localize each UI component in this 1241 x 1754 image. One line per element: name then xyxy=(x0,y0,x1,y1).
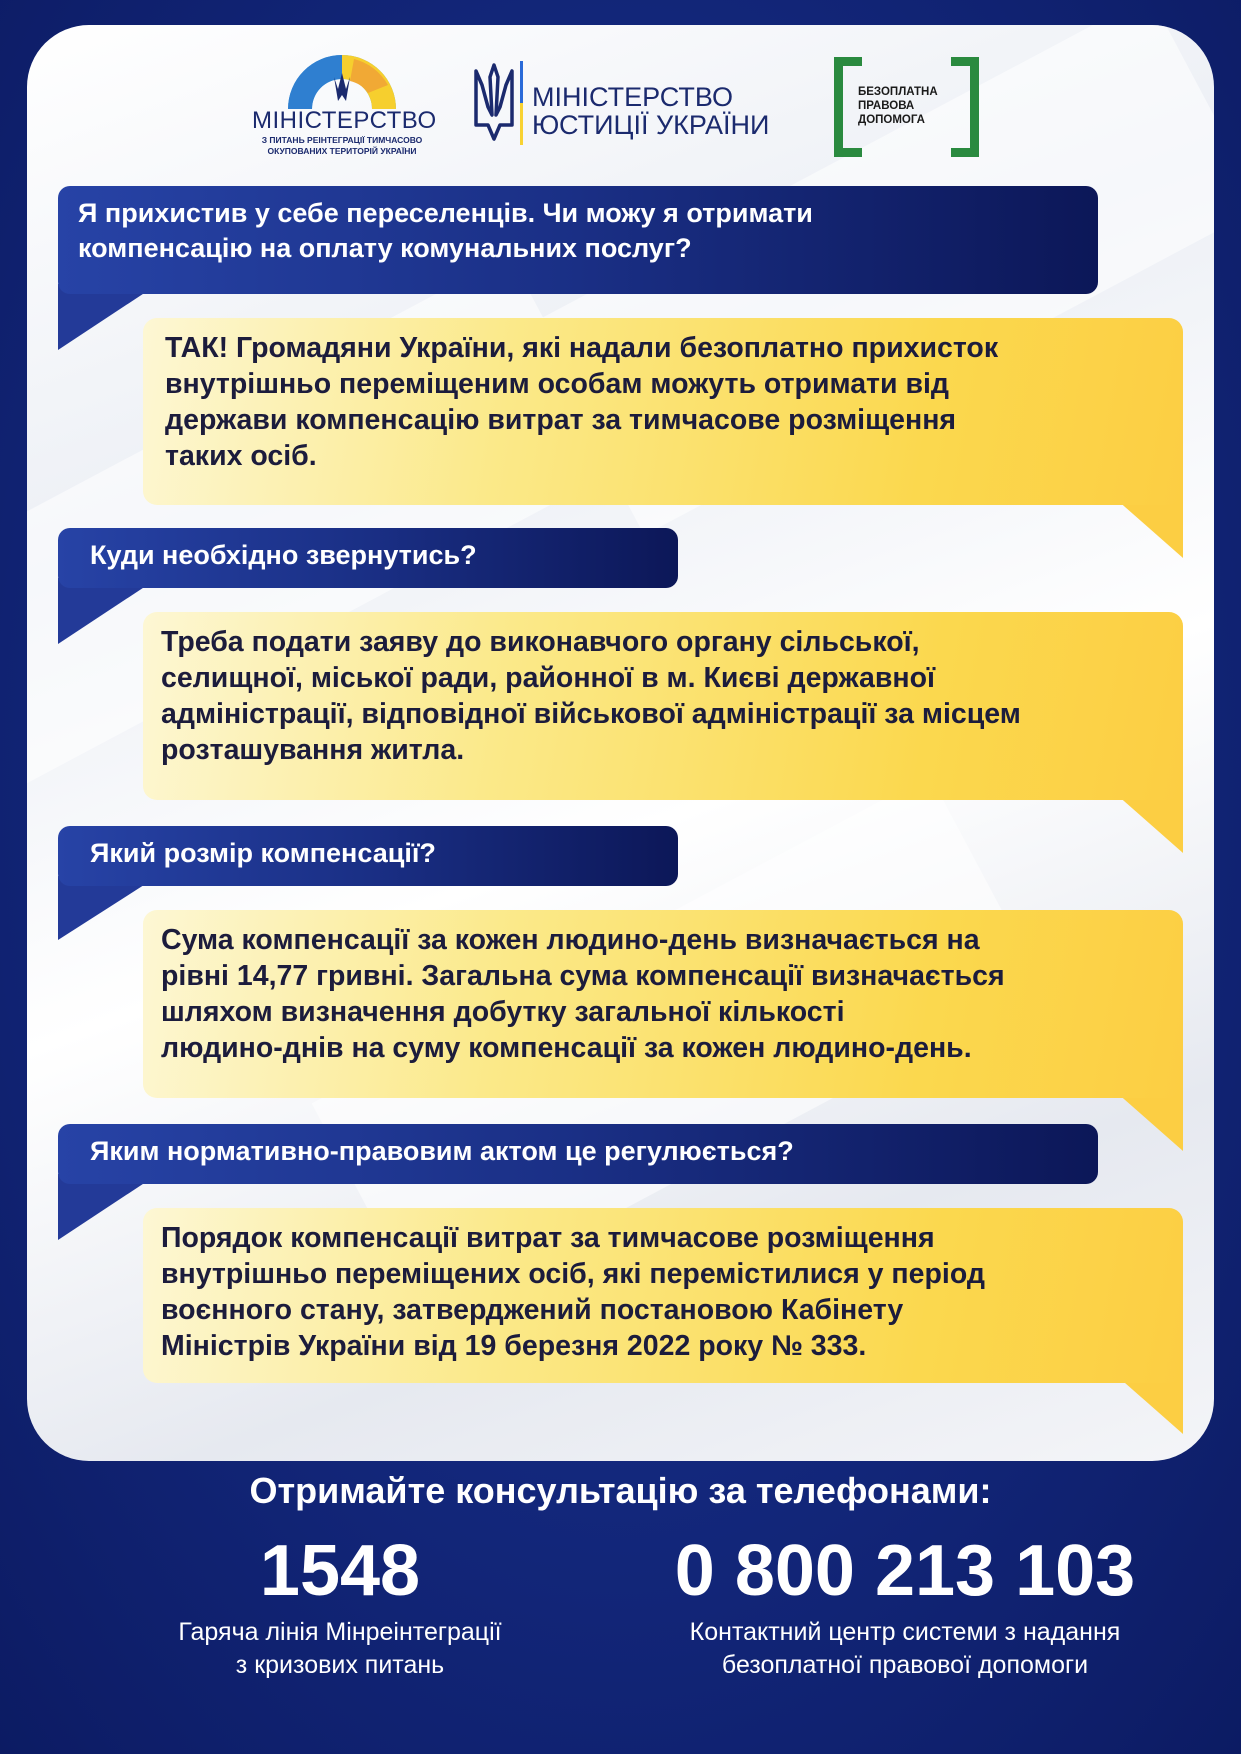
footer-title: Отримайте консультацію за телефонами: xyxy=(249,1470,992,1511)
ministry-justice-name: МІНІСТЕРСТВО ЮСТИЦІЇ УКРАЇНИ xyxy=(532,82,770,140)
phone-number-legal-aid[interactable]: 0 800 213 103 xyxy=(674,1531,1136,1611)
logos-row xyxy=(27,25,1214,165)
arch-emblem-icon xyxy=(284,55,400,109)
question-bubble-4: Яким нормативно-правовим актом це регулюється? xyxy=(58,1124,1098,1184)
trident-icon xyxy=(474,63,514,143)
answer-bubble-4: Порядок компенсації витрат за тимчасове розміщення внутрішньо переміщених осіб, які перемістилися у період воєнного стану, затверджений постановою Кабінету Міністрів України від 19 березня 2022 року № 333. xyxy=(143,1208,1183,1383)
bracket-right-icon xyxy=(951,57,979,157)
ministry-reintegration-name: МІНІСТЕРСТВО xyxy=(252,107,437,134)
question-bubble-3: Який розмір компенсації? xyxy=(58,826,678,886)
legal-aid-name: БЕЗОПЛАТНА ПРАВОВА ДОПОМОГА xyxy=(858,86,938,126)
answer-bubble-1: ТАК! Громадяни України, які надали безоплатно прихисток внутрішньо переміщеним особам можуть отримати від держави компенсацію витрат за тимчасове розміщення таких осіб. xyxy=(143,318,1183,505)
phone-number-hotline[interactable]: 1548 xyxy=(259,1531,421,1611)
legal-aid-logo xyxy=(834,57,979,157)
answer-bubble-2: Треба подати заяву до виконавчого органу сільської, селищної, міської ради, районної в м. Києві державної адміністрації, відповідної військової адміністрації за місцем розташування житла. xyxy=(143,612,1183,800)
question-bubble-2: Куди необхідно звернутись? xyxy=(58,528,678,588)
ministry-reintegration-logo xyxy=(252,55,437,175)
question-bubble-1: Я прихистив у себе переселенців. Чи можу я отримати компенсацію на оплату комунальних послуг? xyxy=(58,186,1098,294)
flag-divider xyxy=(520,61,523,145)
answer-bubble-3: Сума компенсації за кожен людино-день визначається на рівні 14,77 гривні. Загальна сума компенсації визначається шляхом визначення добутку загальної кількості людино-днів на суму компенсації за кожен людино-день. xyxy=(143,910,1183,1098)
phone-description-legal-aid: Контактний центр системи з надання безоплатної правової допомоги xyxy=(689,1618,1121,1679)
ministry-reintegration-subtitle: З ПИТАНЬ РЕІНТЕГРАЦІЇ ТИМЧАСОВО ОКУПОВАНИХ ТЕРИТОРІЙ УКРАЇНИ xyxy=(261,135,423,156)
ministry-justice-logo xyxy=(474,55,770,155)
phone-description-hotline: Гаряча лінія Мінреінтеграції з кризових питань xyxy=(178,1618,502,1679)
